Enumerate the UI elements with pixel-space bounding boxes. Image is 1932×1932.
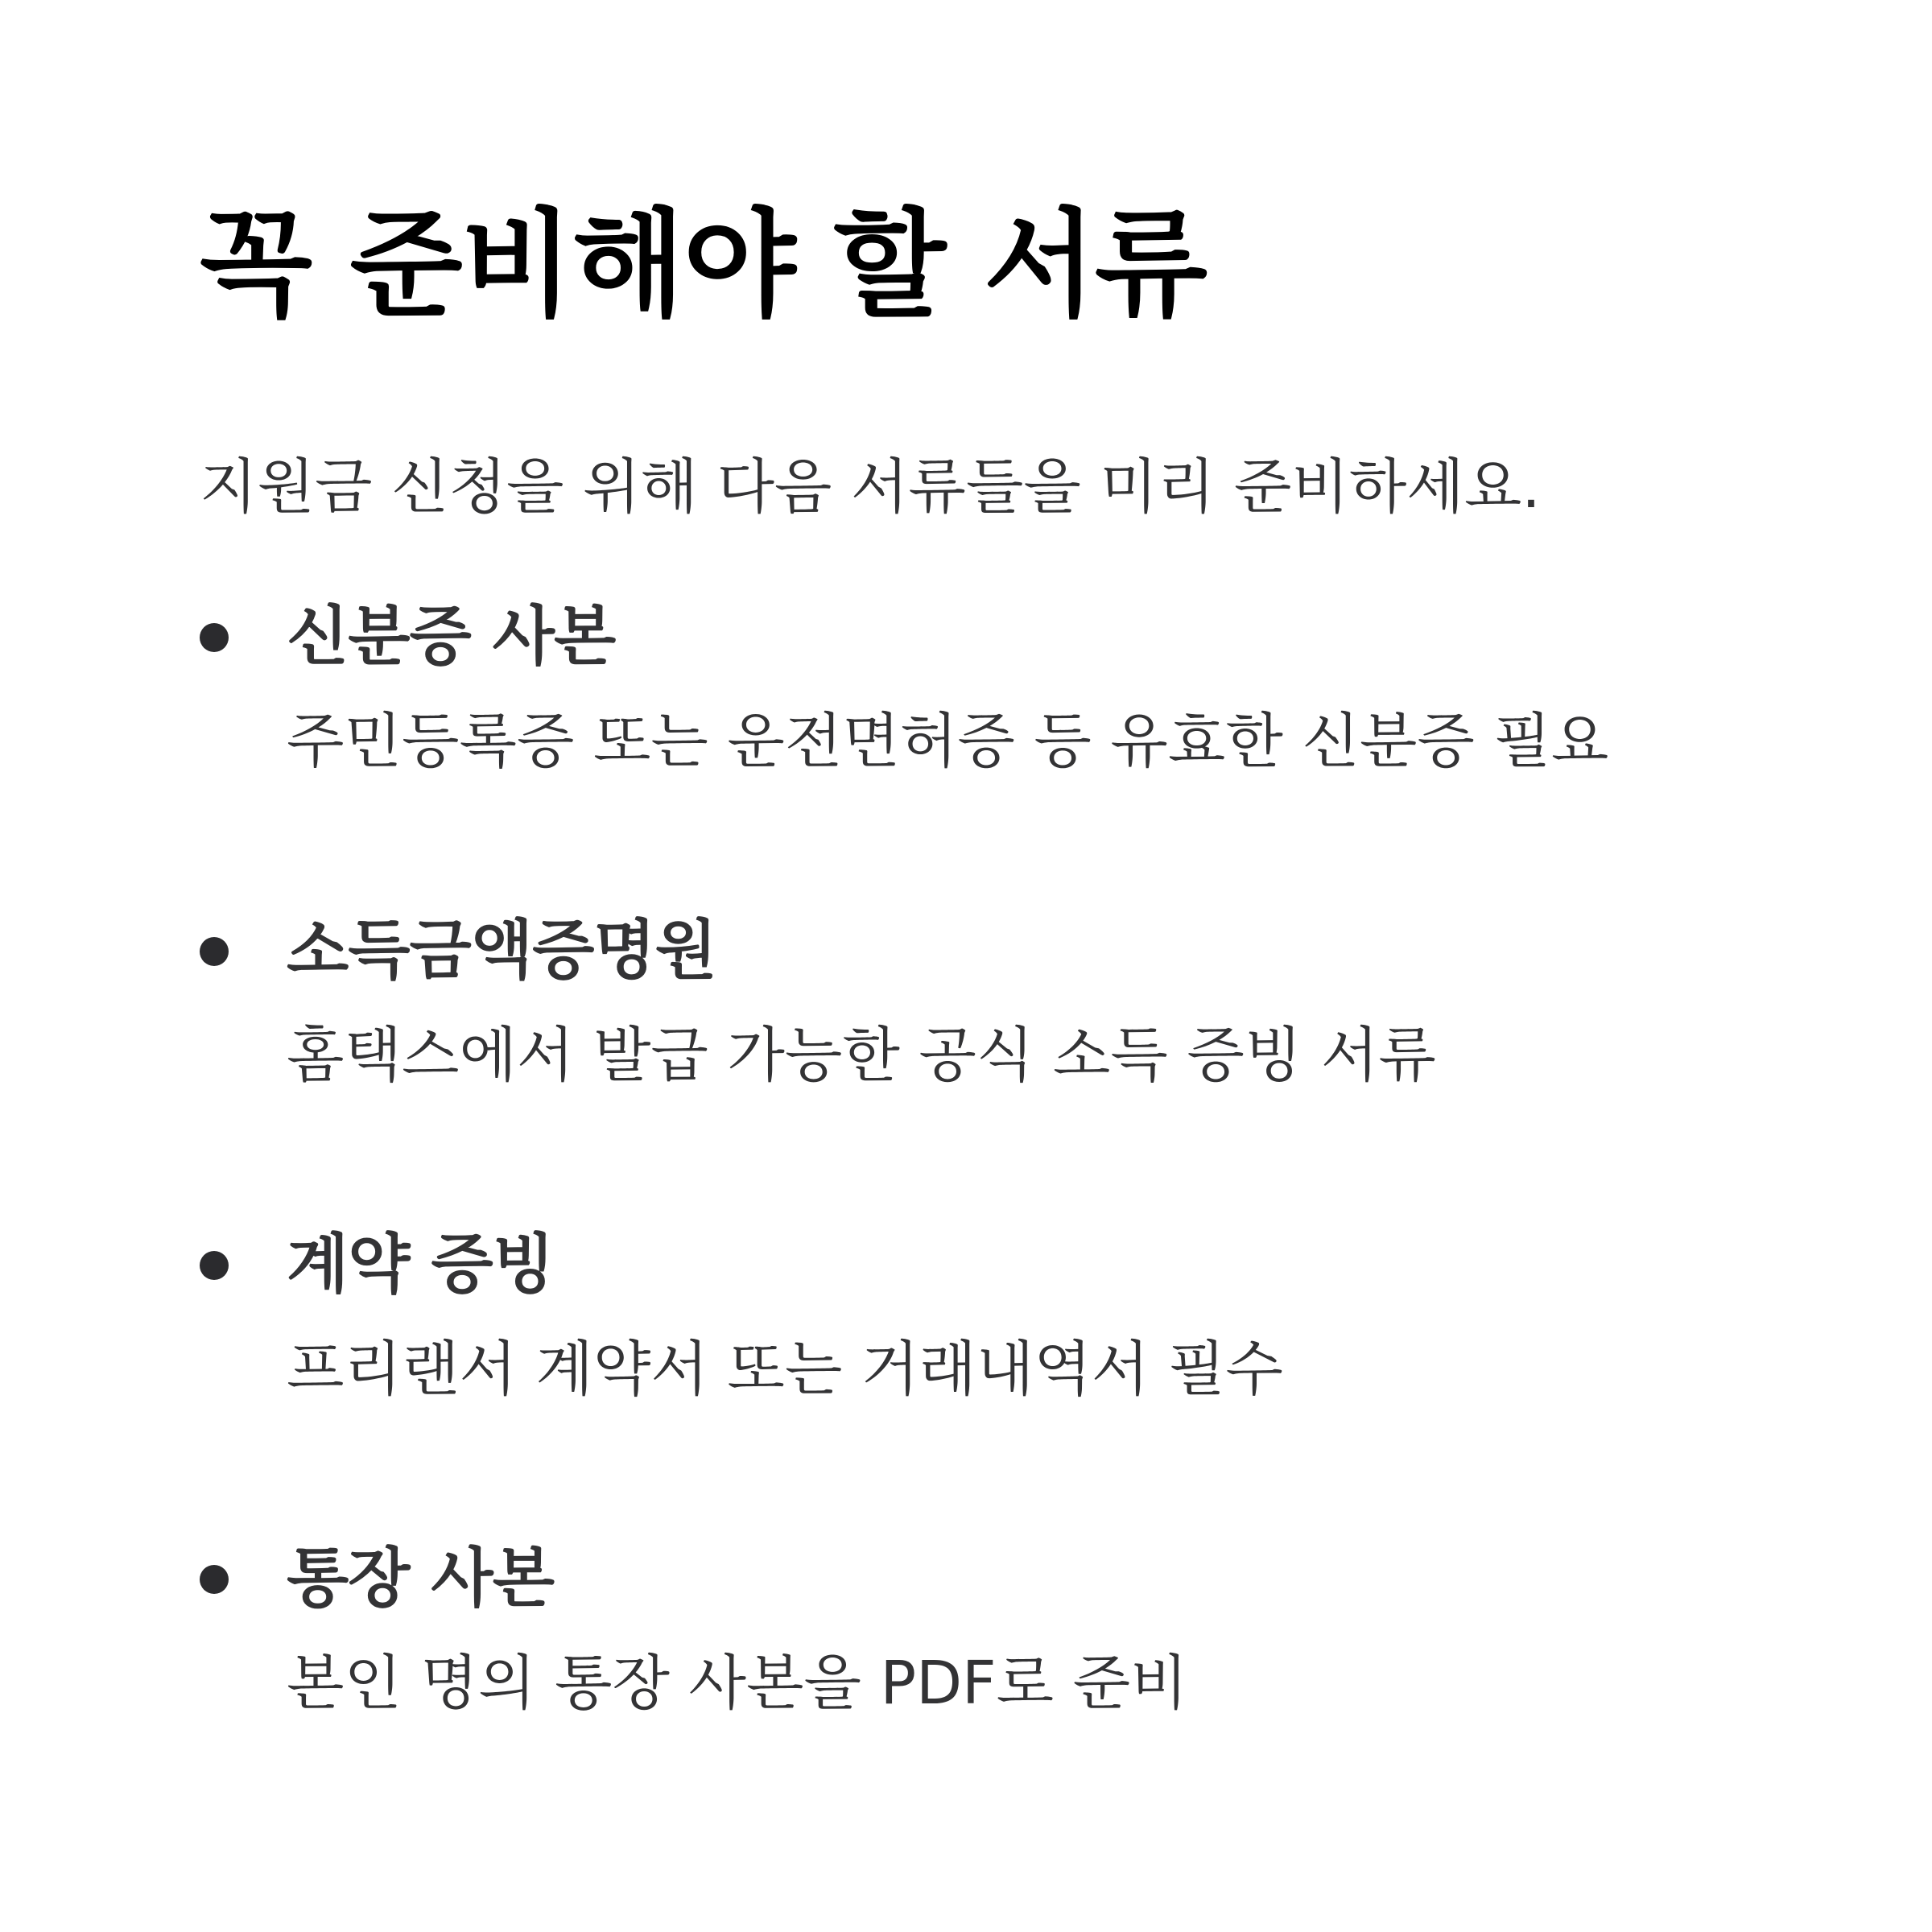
document-description: 본인 명의 통장 사본을 PDF로 준비 [287, 1649, 1188, 1718]
document-description: 프리랜서 계약서 또는 거래내역서 필수 [287, 1335, 1283, 1404]
document-name: 신분증 사본 [287, 599, 616, 674]
list-item [200, 1220, 1769, 1534]
document-name: 소득금액증명원 [287, 913, 716, 988]
document-description: 홈택스에서 발급 가능한 공식 소득 증빙 서류 [287, 1021, 1436, 1090]
list-item [200, 592, 1769, 906]
page-title: 꼭 준비해야 할 서류 [200, 197, 1207, 333]
intro-text: 지원금 신청을 위해 다음 서류들을 미리 준비하세요. [200, 452, 1541, 522]
bullet-icon [200, 1251, 229, 1280]
bullet-icon [200, 1565, 229, 1594]
bullet-icon [200, 623, 229, 652]
document-list [200, 592, 1769, 1848]
document-name: 통장 사본 [287, 1541, 554, 1616]
document-page [200, 197, 1769, 1848]
list-item [200, 906, 1769, 1220]
document-description: 주민등록증 또는 운전면허증 등 유효한 신분증 필요 [287, 707, 1609, 776]
document-name: 계약 증빙 [287, 1227, 554, 1302]
list-item [200, 1534, 1769, 1848]
bullet-icon [200, 937, 229, 966]
